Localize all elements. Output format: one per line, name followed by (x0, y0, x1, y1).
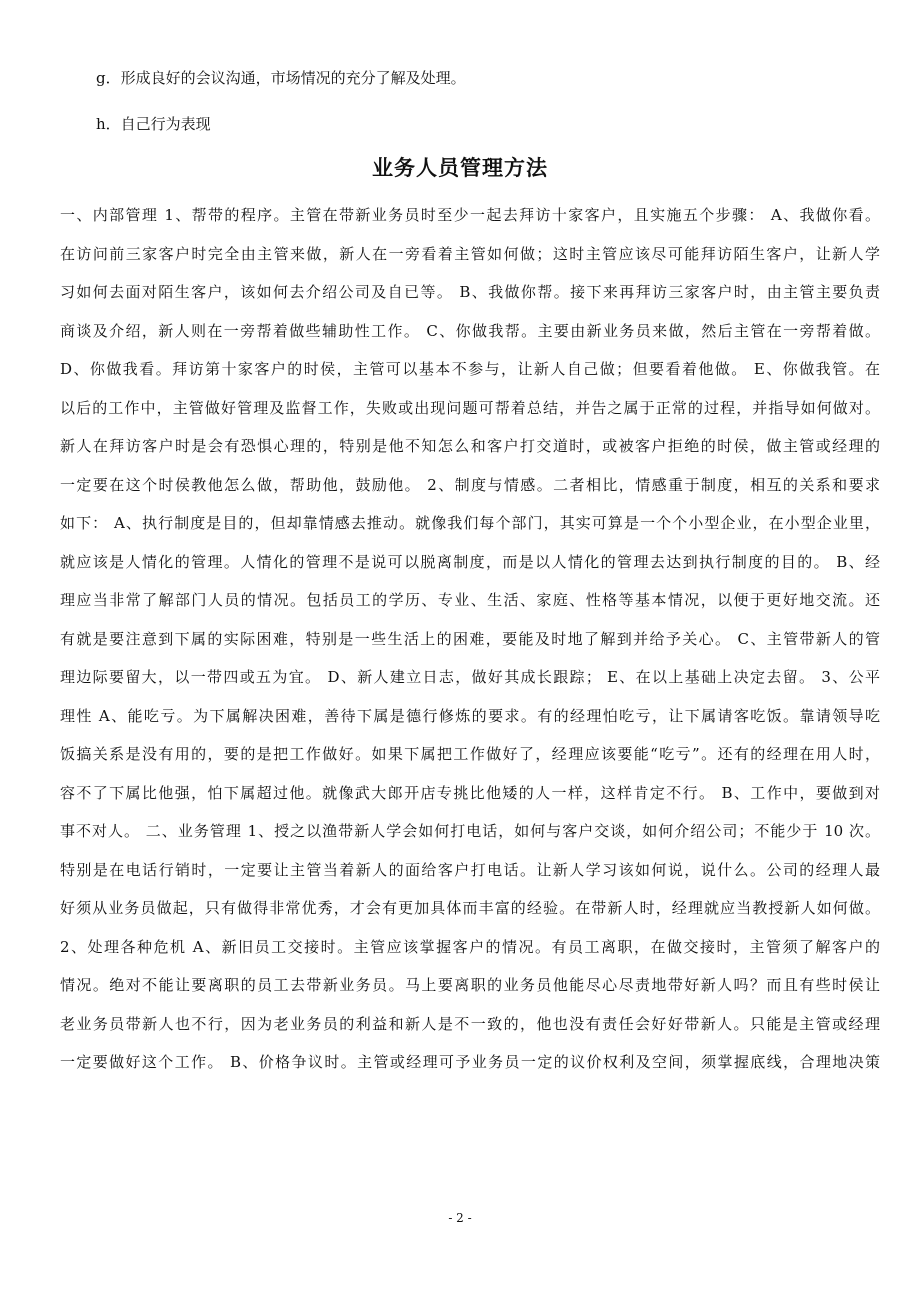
body-line: 商谈及介绍，新人则在一旁帮着做些辅助性工作。 C、你做我帮。主要由新业务员来做，然后主管在一旁帮着做。 (60, 321, 880, 340)
body-paragraph (60, 200, 880, 1086)
body-line: 事不对人。 二、业务管理 1、授之以渔带新人学会如何打电话，如何与客户交谈，如何介绍公司；不能少于 10 次。 (60, 822, 880, 840)
body-line: 一定要在这个时侯教他怎么做，帮助他，鼓励他。 2、制度与情感。二者相比，情感重于制度，相互的关系和要求 (60, 475, 880, 494)
body-line: D、你做我看。拜访第十家客户的时侯，主管可以基本不参与，让新人自己做；但要看着他做。 E、你做我管。在 (60, 360, 880, 378)
body-line: 理边际要留大，以一带四或五为宜。 D、新人建立日志，做好其成长跟踪； E、在以上基础上决定去留。 3、公平 (60, 668, 880, 686)
body-line: 在访问前三家客户时完全由主管来做，新人在一旁看着主管如何做；这时主管应该尽可能拜访陌生客户，让新人学 (60, 244, 880, 263)
section-title: 业务人员管理方法 (372, 155, 548, 180)
body-line: 2、处理各种危机 A、新旧员工交接时。主管应该掌握客户的情况。有员工离职，在做交接时，主管须了解客户的 (60, 937, 880, 956)
body-line: 就应该是人情化的管理。人情化的管理不是说可以脱离制度，而是以人情化的管理去达到执行制度的目的。 B、经 (60, 552, 880, 571)
body-line: 新人在拜访客户时是会有恐惧心理的，特别是他不知怎么和客户打交道时，或被客户拒绝的时侯，做主管或经理的 (60, 437, 880, 455)
body-line: 如下： A、执行制度是目的，但却靠情感去推动。就像我们每个部门，其实可算是一个个小型企业，在小型企业里， (60, 514, 880, 532)
body-line: 理应当非常了解部门人员的情况。包括员工的学历、专业、生活、家庭、性格等基本情况，以便于更好地交流。还 (60, 591, 880, 609)
body-line: 饭搞关系是没有用的，要的是把工作做好。如果下属把工作做好了，经理应该要能“吃亏”。还有的经理在用人时， (60, 745, 880, 763)
body-line: 习如何去面对陌生客户，该如何去介绍公司及自已等。 B、我做你帮。接下来再拜访三家客户时，由主管主要负责 (60, 283, 880, 301)
body-line: 情况。绝对不能让要离职的员工去带新业务员。马上要离职的业务员他能尽心尽责地带好新人吗？而且有些时侯让 (60, 976, 880, 994)
list-item-g: g．形成良好的会议沟通，市场情况的充分了解及处理。 (96, 69, 466, 87)
body-line: 有就是要注意到下属的实际困难，特别是一些生活上的困难，要能及时地了解到并给予关心。 C、主管带新人的管 (60, 629, 880, 648)
body-line: 老业务员带新人也不行，因为老业务员的利益和新人是不一致的，他也没有责任会好好带新人。只能是主管或经理 (60, 1014, 880, 1033)
list-item-h: h．自己行为表现 (96, 115, 211, 133)
body-line: 一定要做好这个工作。 B、价格争议时。主管或经理可予业务员一定的议价权利及空间，须掌握底线，合理地决策 (60, 1053, 880, 1071)
page-number: - 2 - (448, 1211, 472, 1225)
body-line: 以后的工作中，主管做好管理及监督工作，失败或出现问题可帮着总结，并告之属于正常的过程，并指导如何做对。 (60, 398, 880, 417)
body-line: 好须从业务员做起，只有做得非常优秀，才会有更加具体而丰富的经验。在带新人时，经理就应当教授新人如何做。 (60, 899, 880, 917)
body-line: 特别是在电话行销时，一定要让主管当着新人的面给客户打电话。让新人学习该如何说，说什么。公司的经理人最 (60, 860, 880, 879)
body-line: 理性 A、能吃亏。为下属解决困难，善待下属是德行修炼的要求。有的经理怕吃亏，让下属请客吃饭。靠请领导吃 (60, 706, 880, 725)
body-line: 容不了下属比他强，怕下属超过他。就像武大郎开店专挑比他矮的人一样，这样肯定不行。 B、工作中，要做到对 (60, 783, 880, 802)
body-line: 一、内部管理 1、帮带的程序。主管在带新业务员时至少一起去拜访十家客户，且实施五个步骤： A、我做你看。 (60, 206, 880, 224)
